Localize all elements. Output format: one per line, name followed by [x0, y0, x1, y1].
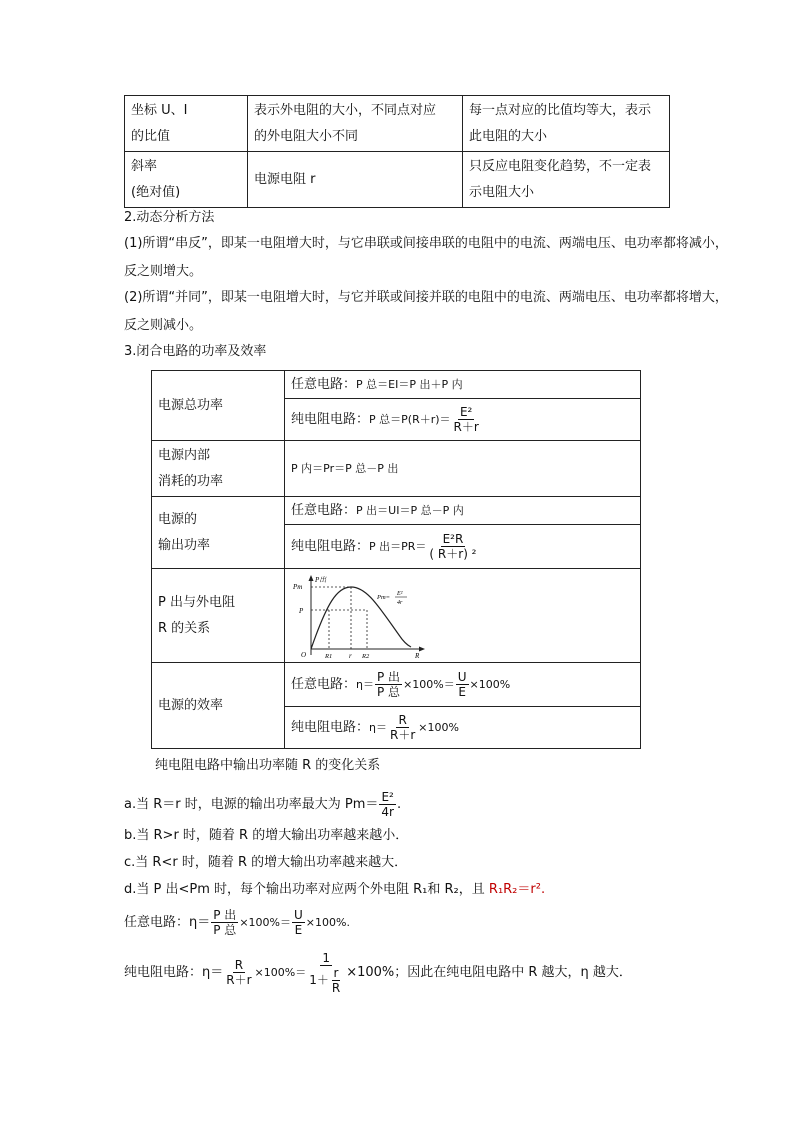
fraction-den: R＋r [453, 420, 479, 434]
note-d [124, 880, 545, 900]
y-label: P出 [315, 575, 327, 584]
formula-output-any: P 出＝UI＝P 总－P 内 [356, 503, 464, 517]
cell-text: 只反应电阻变化趋势，不一定表 [469, 158, 652, 174]
fraction-num: P 出 [377, 670, 401, 684]
power-curve [311, 587, 411, 649]
fraction-num: R [234, 958, 244, 972]
cell-text: 表示外电阻的大小，不同点对应 [254, 102, 437, 118]
internal-formula: P 内＝Pr＝P 总－P 出 [285, 441, 641, 497]
formula-eff-left: η＝ [356, 678, 374, 691]
fraction-num: 1 [322, 950, 331, 965]
fraction [375, 670, 402, 699]
note-a-end: . [396, 797, 402, 812]
cell-coord-ext [248, 96, 463, 152]
cell-slope [125, 152, 248, 208]
fraction-den: E [294, 923, 303, 937]
output-any [285, 497, 641, 525]
cell-text: 每一点对应的比值均等大，表示 [469, 102, 652, 118]
fraction [224, 958, 253, 987]
fraction [330, 966, 342, 995]
fraction [211, 908, 238, 937]
fraction-num: U [457, 670, 467, 684]
section2-p1a: (1)所谓“串反”，即某一电阻增大时，与它串联或间接串联的电阻中的电流、两端电压、电功率都将减小， [124, 236, 728, 251]
fraction-num: E² [459, 405, 473, 419]
cell-text: P 出与外电阻 [158, 594, 235, 610]
cell-text: 坐标 U、I [131, 102, 188, 118]
section2-p1b: 反之则增大。 [124, 264, 203, 279]
graph-cell [285, 569, 641, 663]
note-d-highlight: R₁R₂＝r². [488, 882, 546, 897]
cell-text: 的外电阻大小不同 [254, 128, 359, 144]
origin-label: O [301, 650, 307, 659]
note-f-end: ×100%；因此在纯电阻电路中 R 越大，η 越大． [346, 965, 632, 980]
label-any: 任意电路： [291, 677, 357, 692]
cell-slope-meaning: 电源电阻 r [248, 152, 463, 208]
fraction-den: 4r [381, 805, 394, 819]
formula-eff-pure-left: η＝ [369, 721, 387, 734]
note-e-text: 任意电路：η＝ [124, 915, 211, 930]
notes-heading: 纯电阻电路中输出功率随 R 的变化关系 [155, 758, 381, 773]
r-label: r [349, 651, 352, 659]
formula-eff-mid: ×100%＝ [403, 678, 455, 691]
fraction [427, 532, 478, 561]
section3-title: 3.闭合电路的功率及效率 [124, 344, 267, 359]
fraction-den: P 总 [377, 685, 401, 699]
eq-den: 4r [397, 599, 403, 606]
x-label: R [415, 651, 420, 659]
den-prefix: 1＋ [309, 972, 329, 987]
note-f-text: 纯电阻电路：η＝ [124, 965, 224, 980]
cell-text: R 的关系 [158, 620, 211, 636]
label-efficiency: 电源的效率 [152, 663, 285, 749]
formula-output-pure: P 出＝PR＝ [369, 540, 427, 553]
section2-title: 2.动态分析方法 [124, 210, 215, 225]
cell-text: 电源内部 [158, 447, 211, 463]
cell-text: 示电阻大小 [469, 184, 535, 200]
note-e-end: ×100%. [305, 916, 350, 929]
note-f [124, 948, 632, 998]
eff-any [285, 663, 641, 707]
note-c: c.当 R<r 时，随着 R 的增大输出功率越来越大． [124, 855, 408, 870]
r1-label: R1 [325, 652, 333, 659]
fraction [307, 951, 345, 995]
x-arrow [419, 646, 425, 651]
cell-text: 电源的 [158, 511, 198, 527]
cell-text: 消耗的功率 [158, 473, 224, 489]
fraction-num: E²R [442, 532, 464, 546]
cell-text: 斜率 [131, 158, 158, 174]
section2-p2b: 反之则减小。 [124, 318, 203, 333]
pm-label: Pm [293, 582, 303, 591]
total-pure [285, 399, 641, 441]
fraction-num: R [398, 713, 407, 727]
note-e [124, 906, 350, 940]
fraction-den: R [331, 980, 341, 995]
label-total-power: 电源总功率 [152, 371, 285, 441]
eq-left: Pm= [377, 593, 391, 601]
cell-text: 的比值 [131, 128, 171, 144]
resistance-table [124, 95, 670, 208]
eff-pure [285, 707, 641, 749]
formula-eff-pure-end: ×100% [418, 721, 459, 734]
fraction [452, 405, 481, 434]
total-any [285, 371, 641, 399]
label-output [152, 497, 285, 569]
cell-text: (绝对值) [131, 184, 181, 200]
fraction-den: E [458, 685, 466, 699]
fraction-den: P 总 [213, 923, 237, 937]
fraction [456, 670, 469, 699]
label-pure: 纯电阻电路： [291, 412, 370, 427]
fraction [388, 713, 417, 742]
output-pure [285, 525, 641, 569]
eq-num: E² [397, 590, 403, 597]
section2-p2a: (2)所谓“并同”，即某一电阻增大时，与它并联或间接并联的电阻中的电流、两端电压、电功率都将增大， [124, 290, 728, 305]
fraction-num: r [333, 965, 339, 980]
fraction-num: E² [381, 790, 394, 804]
cell-text: 输出功率 [158, 537, 211, 553]
note-a-text: a.当 R＝r 时，电源的输出功率最大为 Pm＝ [124, 797, 379, 812]
label-pure: 纯电阻电路： [291, 720, 370, 735]
fraction-den: ( R＋r) ² [429, 547, 477, 561]
note-d-text: d.当 P 出<Pm 时，每个输出功率对应两个外电阻 R₁和 R₂，且 [124, 882, 489, 897]
fraction [379, 790, 396, 819]
note-a [124, 790, 401, 820]
power-curve-graph [289, 573, 429, 659]
label-pure: 纯电阻电路： [291, 539, 370, 554]
fraction-den: R＋r [226, 973, 252, 987]
cell-coord-note [463, 96, 670, 152]
y-arrow [309, 575, 314, 581]
label-relation [152, 569, 285, 663]
formula-eff-end: ×100% [469, 678, 511, 691]
label-any: 任意电路： [291, 376, 357, 392]
fraction-num: U [293, 908, 303, 922]
p-label: P [299, 606, 304, 615]
label-any: 任意电路： [291, 502, 357, 518]
cell-slope-note [463, 152, 670, 208]
note-b: b.当 R>r 时，随着 R 的增大输出功率越来越小． [124, 828, 409, 843]
r2-label: R2 [362, 652, 370, 659]
label-internal [152, 441, 285, 497]
cell-text: 此电阻的大小 [469, 128, 548, 144]
fraction-num: P 出 [213, 908, 237, 922]
fraction-den: R＋r [390, 728, 416, 742]
formula-total-any: P 总＝EI＝P 出＋P 内 [356, 377, 463, 391]
cell-coord-ratio [125, 96, 248, 152]
formula-total-pure: P 总＝P(R＋r)＝ [369, 413, 451, 426]
note-f-mid: ×100%＝ [254, 966, 307, 979]
power-table [151, 370, 641, 749]
fraction-den [307, 966, 345, 995]
fraction [292, 908, 305, 937]
note-e-mid: ×100%＝ [239, 916, 291, 929]
